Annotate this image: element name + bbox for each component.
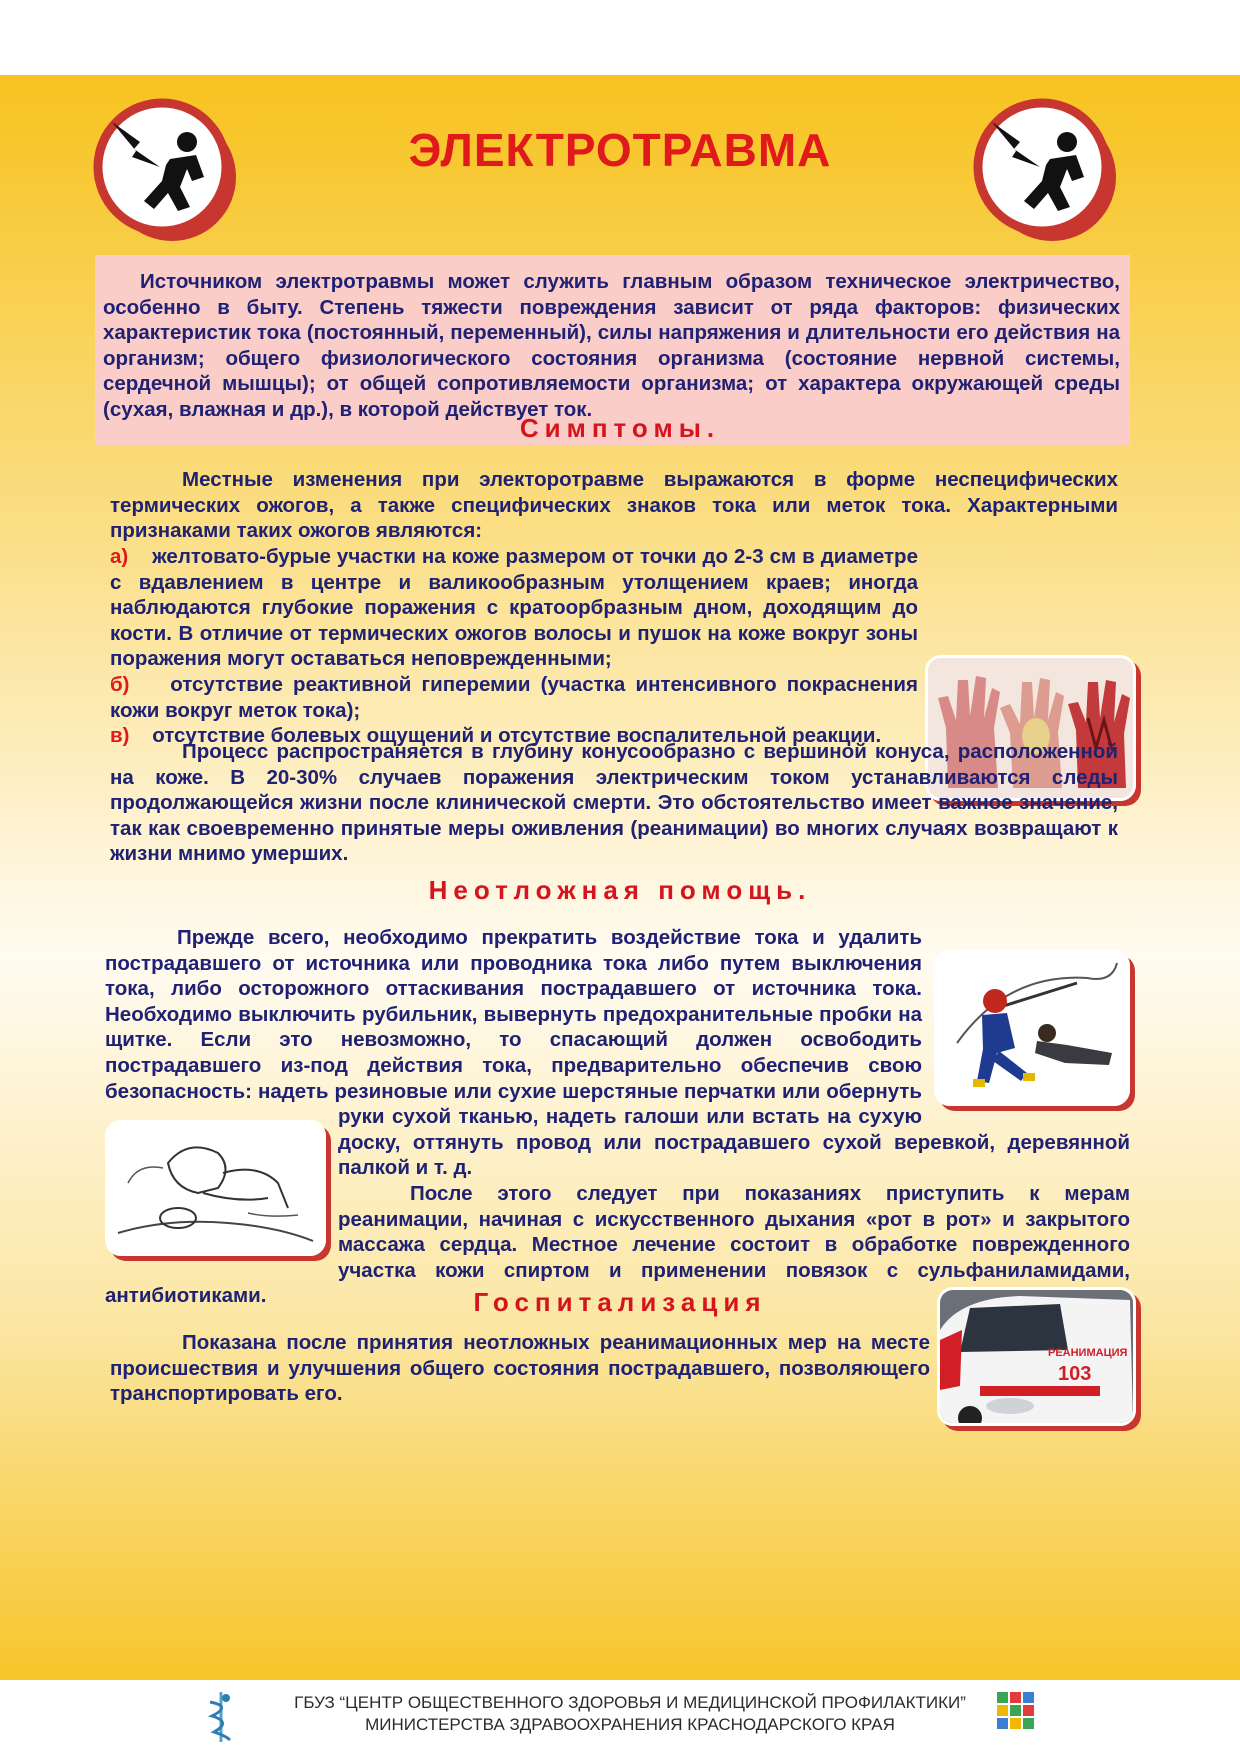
symptom-a-text: желтовато-бурые участки на коже размером от точки до 2-3 см в диаметре с вдавлением в центре и валикообразным утолщением краев; иногда наблюдаются глубокие поражения с кратоорбразным дном, доходящим до кости. В отличие от термических ожогов волосы и пушок на коже вокруг зоны поражения могут оставаться неповрежденными; — [110, 545, 918, 671]
rescuer-pulling-victim-photo — [934, 950, 1130, 1106]
hospital-snake-logo-icon — [200, 1688, 242, 1746]
ambulance-photo — [937, 1287, 1136, 1426]
symptom-b — [110, 672, 918, 723]
symptoms-heading: Симптомы. — [519, 413, 721, 443]
ambulance-label: РЕАНИМАЦИЯ — [1048, 1347, 1128, 1359]
symptoms-intro — [110, 467, 1118, 544]
hospitalization-block — [110, 1330, 930, 1407]
symptom-b-marker: б) — [110, 672, 130, 696]
symptom-c-marker: в) — [110, 724, 130, 748]
symptoms-paragraph: Местные изменения при электоротравме выражаются в форме неспецифических термических ожогов, а также специфических знаков тока или меток тока. Характерными признаками таких ожогов являются: — [110, 468, 1118, 543]
footer — [0, 1680, 1240, 1755]
symptoms-conclusion-text: Процесс распространяется в глубину конусообразно с вершиной конуса, расположенной на коже. В 20-30% случаев поражения электрическим током устанавливаются следы продолжающейся жизни после клинической смерти. Это обстоятельство имеет важное значение, так как своевременно принятые меры оживления (реанимации) во многих случаях возвращают к жизни мнимо умерших. — [110, 740, 1118, 866]
ambulance-number: 103 — [1058, 1363, 1092, 1385]
electric-shock-warning-icon — [972, 97, 1122, 247]
emergency-paragraph-1: Прежде всего, необходимо прекратить воздействие тока и удалить пострадавшего от источника или проводника тока либо путем выключения тока, либо осторожного оттаскивания пострадавшего от источника тока. Необходимо выключить рубильник, вывернуть предохранительные пробки на щитке. Если это невозможно, то спасающий должен освободить пострадавшего из-под действия тока, предварительно обеспечив свою безопасность: надеть резиновые или сухие шерстяные перчатки или обернуть руки сухой тканью, надеть галоши или встать на сухую доску, оттянуть провод или пострадавшего сухой веревкой, деревянной палкой и т. д. — [105, 926, 1130, 1180]
footer-text — [240, 1692, 1020, 1736]
page-title: ЭЛЕКТРОТРАВМА — [408, 124, 832, 176]
footer-line-1: ГБУЗ “ЦЕНТР ОБЩЕСТВЕННОГО ЗДОРОВЬЯ И МЕДИЦИНСКОЙ ПРОФИЛАКТИКИ” — [294, 1693, 966, 1712]
intro-text: Источником электротравмы может служить главным образом техническое электричество, особенно в быту. Степень тяжести повреждения зависит от ряда факторов: физических характеристик тока (постоянный, переменный), силы напряжения и длительности его действия на организм; общего физиологического состояния организма (состояние нервной системы, сердечной мышцы); от общей сопротивляемости организма; от характера окружающей среды (сухая, влажная и др.), в которой действует ток. — [103, 270, 1120, 421]
symptom-b-text: отсутствие реактивной гиперемии (участка интенсивного покраснения кожи вокруг меток тока); — [110, 672, 918, 722]
emergency-text-block — [105, 925, 1130, 1309]
emergency-heading: Неотложная помощь. — [428, 875, 812, 905]
footer-line-2: МИНИСТЕРСТВА ЗДРАВООХРАНЕНИЯ КРАСНОДАРСКОГО КРАЯ — [365, 1715, 895, 1734]
symptom-list — [110, 544, 918, 749]
symptom-c-text: отсутствие болевых ощущений и отсутствие воспалительной реакции. — [152, 724, 882, 748]
hospitalization-text: Показана после принятия неотложных реанимационных мер на месте происшествия и улучшения общего состояния пострадавшего, позволяющего транспортировать его. — [110, 1331, 930, 1406]
symptom-a — [110, 544, 918, 672]
electric-shock-warning-icon — [92, 97, 242, 247]
cpr-illustration — [105, 1120, 326, 1256]
symptom-a-marker: а) — [110, 545, 129, 568]
emergency-paragraph-2: После этого следует при показаниях приступить к мерам реанимации, начиная с искусственного дыхания «рот в рот» и закрытого массажа сердца. Местное лечение состоит в обработке поврежденного участка кожи спиртом и применении повязок с сульфаниламидами, антибиотиками. — [105, 1181, 1130, 1308]
hospitalization-heading: Госпитализация — [473, 1287, 767, 1317]
symptoms-conclusion — [110, 739, 1118, 867]
poster — [0, 75, 1240, 1680]
health-grid-logo-icon — [995, 1690, 1037, 1740]
